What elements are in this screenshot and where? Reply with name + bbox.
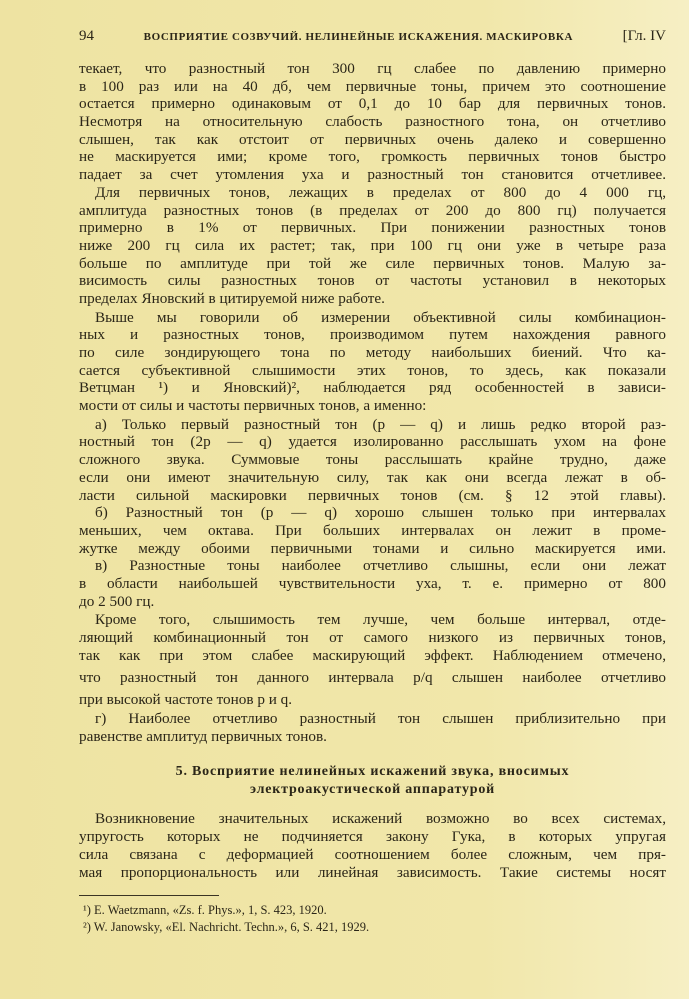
text-line: амплитуда разностных тонов (в пределах от 200 до 800 гц) получается [79,201,666,219]
text-line: по силе зондирующего тона по методу наибольших биений. Что ка- [79,344,666,361]
text-line: так как при этом слабее маскирующий эффект. Наблюдением отмечено, [79,646,666,664]
text-line: не маскируется ими; кроме того, громкость первичных тонов быстро [79,148,666,166]
text-line: больше по амплитуде при той же силе первичных тонов. Малую за- [79,254,666,272]
text-line: что разностный тон данного интервала p/q слышен наиболее отчетливо [79,669,666,687]
text-line: сается субъективной слышимости этих тонов, то здесь, как показали [79,361,666,379]
page-number: 94 [79,28,94,44]
text-line: висимость силы разностных тонов от частоты установил в некоторых [79,272,666,290]
text-line: Возникновение значительных искажений возможно во всех системах, [95,810,666,828]
text-line: меньших, чем октава. При больших интервалах он лежит в проме- [79,521,666,539]
section-heading [79,763,666,799]
text-line: сложного звука. Суммовые тоны расслышать крайне трудно, даже [79,451,666,469]
text-line: до 2 500 гц. [79,592,155,610]
footnote-divider [79,895,219,896]
section-paragraph [79,810,666,881]
chapter-label: [Гл. IV [622,28,666,44]
text-line: если они имеют значительную силу, так как они всегда лежат в об- [79,468,666,486]
text-line: мости от силы и частоты первичных тонов, а именно: [79,397,427,415]
footnote: ²) W. Janowsky, «El. Nachricht. Techn.», 6, S. 421, 1929. [83,920,370,935]
text-line: Для первичных тонов, лежащих в пределах от 800 до 4 000 гц, [95,183,666,201]
text-line: мая пропорциональность или линейная зависимость. Такие системы носят [79,863,666,881]
text-line: ностный тон (2p — q) удается изолированно расслышать ухом на фоне [79,433,666,451]
text-line: Несмотря на относительную слабость разностного тона, он отчетливо [79,113,666,131]
text-line: ниже 200 гц сила их растет; так, при 100 гц они уже в четыре раза [79,236,666,254]
text-line: сила связана с деформацией соотношением более сложным, чем пря- [79,845,666,863]
text-line: падает за счет утомления уха и разностный тон становится отчетливее. [79,166,666,184]
text-line: примерно в 1% от первичных. При понижении разностных тонов [79,219,666,237]
section-heading-line: электроакустической аппаратурой [249,782,496,798]
running-header [79,28,666,60]
text-line: слышен, так как отстоит от первичных очень далеко и совершенно [79,130,666,148]
text-line: Ветцман ¹) и Яновский)², наблюдается ряд особенностей в зависи- [79,379,666,397]
text-line: а) Только первый разностный тон (p — q) и лишь редко второй раз- [95,415,666,433]
text-line: в) Разностные тоны наиболее отчетливо слышны, если они лежат [95,557,666,575]
footnote: ¹) E. Waetzmann, «Zs. f. Phys.», 1, S. 423, 1920. [83,903,327,918]
text-line: ных и разностных тонов, производимом путем нахождения равного [79,326,666,344]
text-line: при высокой частоте тонов p и q. [79,691,293,709]
text-line: равенстве амплитуд первичных тонов. [79,727,327,745]
text-line: пределах Яновский в цитируемой ниже работе. [79,289,385,307]
text-line: ляющий комбинационный тон от самого низкого из первичных тонов, [79,629,666,646]
text-line: остается примерно одинаковым от 0,1 до 10 бар для первичных тонов. [79,95,666,113]
text-line: упругость которых не подчиняется закону Гука, в которых упругая [79,828,666,846]
text-line: б) Разностный тон (p — q) хорошо слышен только при интервалах [95,504,666,522]
text-line: ласти сильной маскировки первичных тонов (см. § 12 этой главы). [79,486,666,504]
book-page [79,28,666,936]
section-heading-line: 5. Восприятие нелинейных искажений звука, вносимых [175,764,570,780]
text-line: Выше мы говорили об измерении объективной силы комбинацион- [95,308,666,326]
text-line: жутке между обоими первичными тонами и сильно маскируется ими. [79,539,666,557]
text-line: текает, что разностный тон 300 гц слабее по давлению примерно [79,60,666,77]
text-line: в 100 раз или на 40 дб, чем первичные тоны, причем это соотношение [79,77,666,95]
text-line: г) Наиболее отчетливо разностный тон слышен приблизительно при [95,710,666,728]
running-title: ВОСПРИЯТИЕ СОЗВУЧИЙ. НЕЛИНЕЙНЫЕ ИСКАЖЕНИЯ. МАСКИРОВКА [143,31,573,43]
body-text [79,60,666,745]
text-line: в области наибольшей чувствительности уха, т. е. примерно от 800 [79,574,666,592]
text-line: Кроме того, слышимость тем лучше, чем больше интервал, отде- [95,611,666,629]
